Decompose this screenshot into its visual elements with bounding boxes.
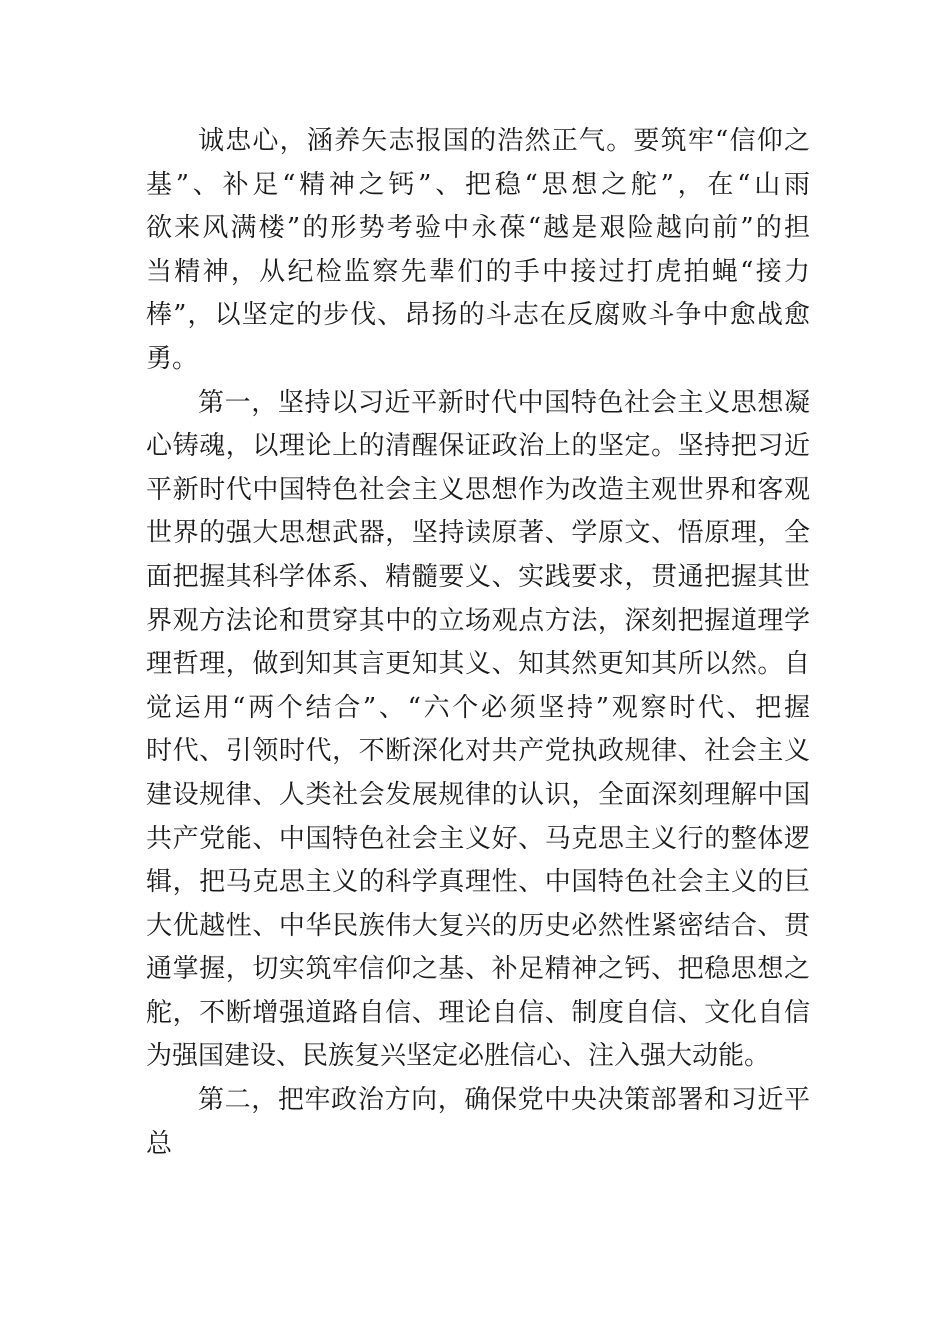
text-line-13: 理哲理，做到知其言更知其义、知其然更知其所以然。自 [146, 649, 810, 680]
text-line-19: 大优越性、中华民族伟大复兴的历史必然性紧密结合、贯 [146, 910, 810, 941]
text-line-2: 基”、补足“精神之钙”、把稳“思想之舵”，在“山雨 [146, 169, 810, 200]
text-line-17: 共产党能、中国特色社会主义好、马克思主义行的整体逻 [146, 823, 810, 854]
text-line-23: 第二，把牢政治方向，确保党中央决策部署和习近平 [198, 1085, 810, 1116]
text-line-21: 舵，不断增强道路自信、理论自信、制度自信、文化自信 [146, 997, 810, 1028]
text-line-8: 心铸魂，以理论上的清醒保证政治上的坚定。坚持把习近 [146, 431, 810, 462]
text-line-18: 辑，把马克思主义的科学真理性、中国特色社会主义的巨 [146, 867, 810, 898]
body-text [146, 120, 810, 1166]
text-line-16: 建设规律、人类社会发展规律的认识，全面深刻理解中国 [146, 779, 810, 810]
text-line-6: 勇。 [146, 343, 199, 374]
text-line-7: 第一，坚持以习近平新时代中国特色社会主义思想凝 [198, 387, 810, 418]
text-line-14: 觉运用“两个结合”、“六个必须坚持”观察时代、把握 [146, 692, 810, 723]
text-line-1: 诚忠心，涵养矢志报国的浩然正气。要筑牢“信仰之 [198, 126, 810, 156]
text-line-10: 世界的强大思想武器，坚持读原著、学原文、悟原理，全 [146, 518, 810, 549]
text-line-15: 时代、引领时代，不断深化对共产党执政规律、社会主义 [146, 736, 810, 767]
text-line-5: 棒”，以坚定的步伐、昂扬的斗志在反腐败斗争中愈战愈 [146, 300, 810, 331]
text-line-9: 平新时代中国特色社会主义思想作为改造主观世界和客观 [146, 474, 810, 505]
text-line-11: 面把握其科学体系、精髓要义、实践要求，贯通把握其世 [146, 561, 810, 592]
text-line-4: 当精神，从纪检监察先辈们的手中接过打虎拍蝇“接力 [146, 256, 810, 287]
text-line-12: 界观方法论和贯穿其中的立场观点方法，深刻把握道理学 [146, 605, 810, 636]
text-line-24: 总 [146, 1128, 173, 1159]
text-line-22: 为强国建设、民族复兴坚定必胜信心、注入强大动能。 [146, 1041, 771, 1072]
text-line-20: 通掌握，切实筑牢信仰之基、补足精神之钙、把稳思想之 [146, 954, 810, 985]
text-line-3: 欲来风满楼”的形势考验中永葆“越是艰险越向前”的担 [146, 213, 810, 244]
